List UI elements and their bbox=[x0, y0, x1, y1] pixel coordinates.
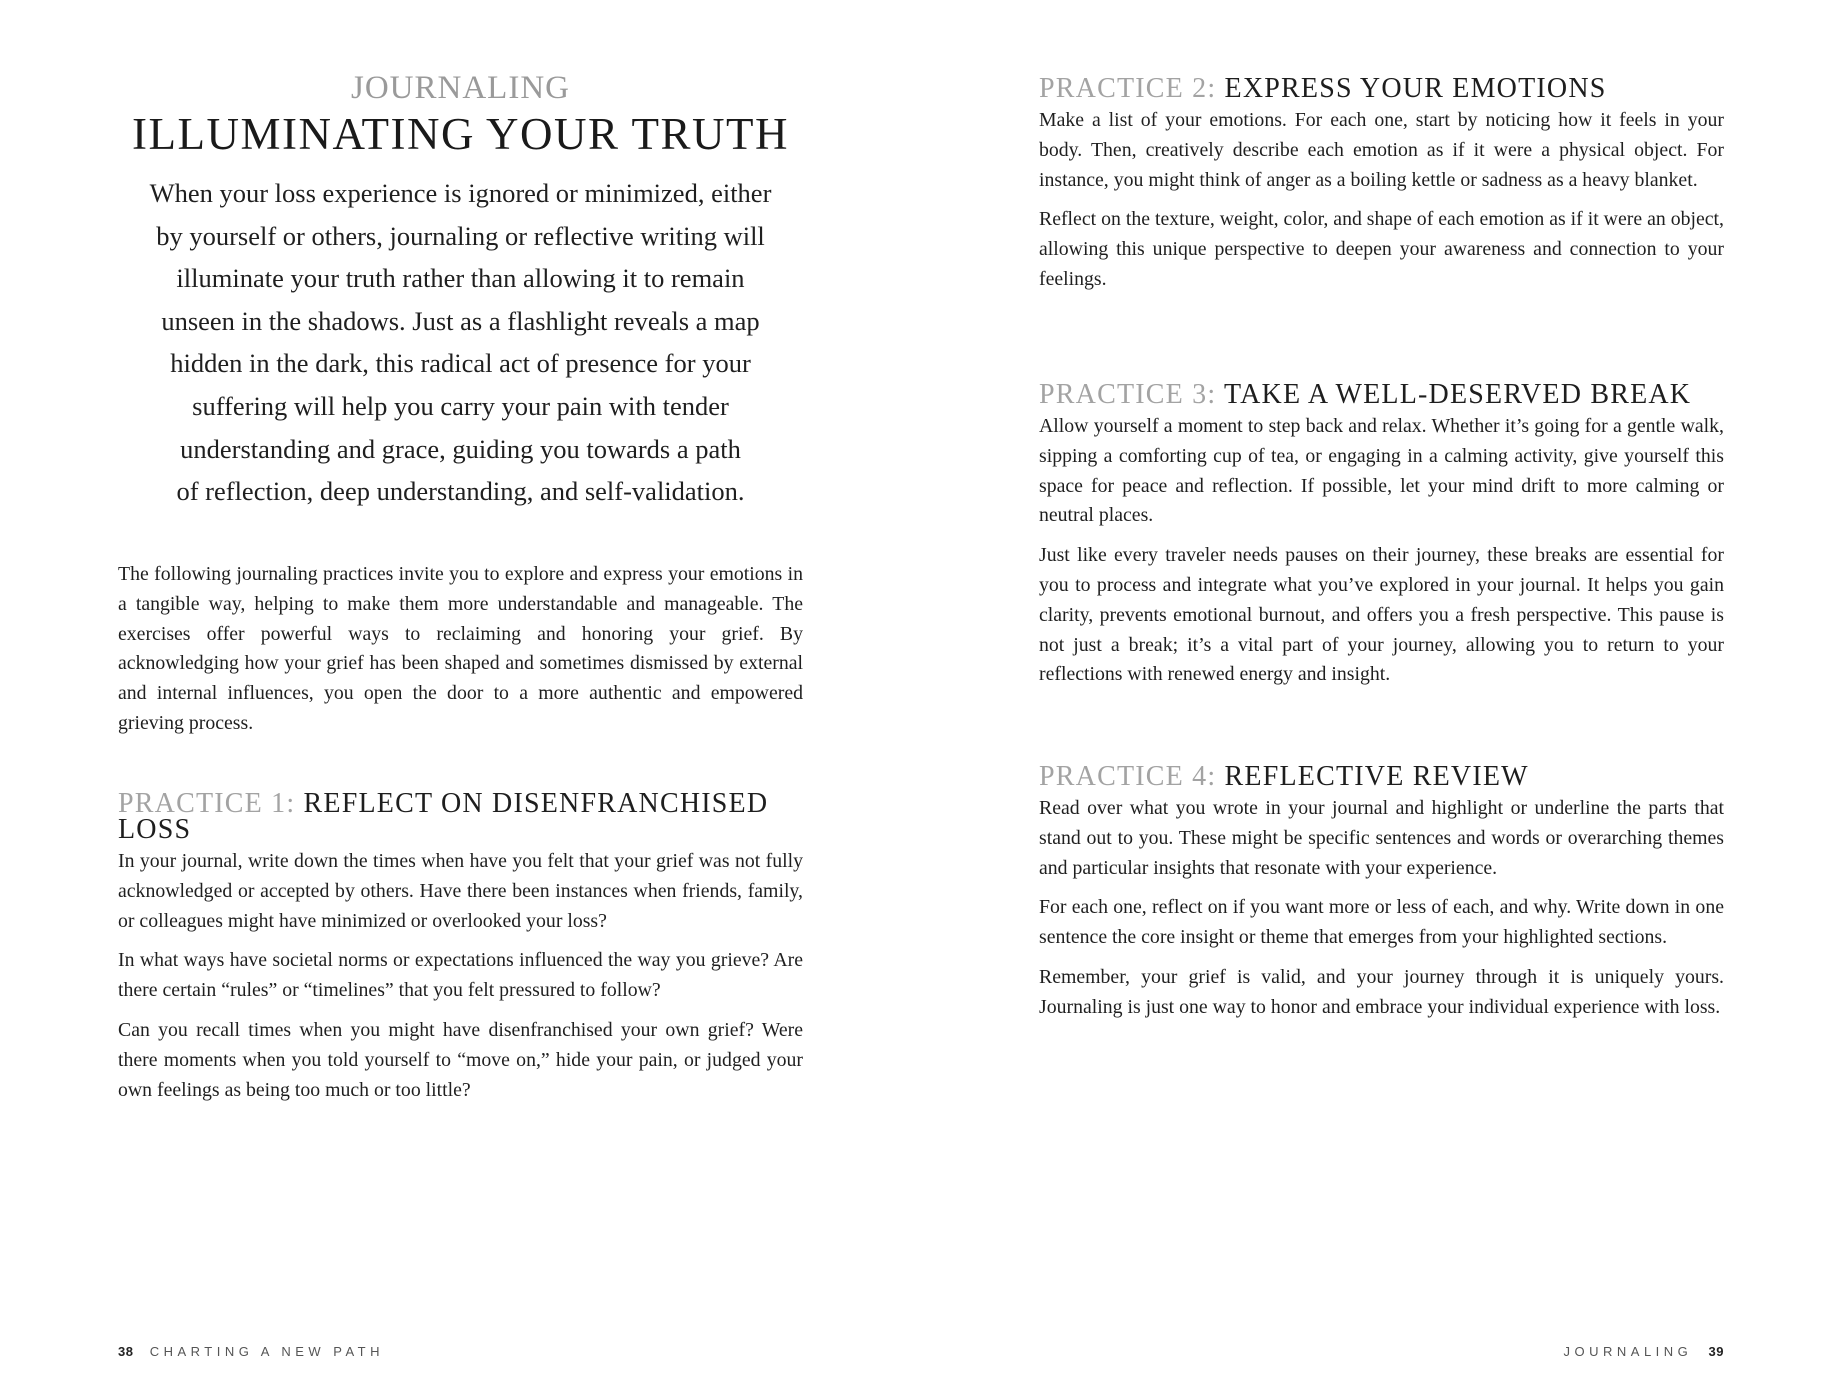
right-footer bbox=[1564, 1344, 1725, 1359]
practice-number: PRACTICE 4: bbox=[1039, 761, 1217, 792]
practice-paragraph: Remember, your grief is valid, and your journey through it is uniquely yours. Journaling is just one way to honor and embrace your individual experience with loss. bbox=[1039, 965, 1724, 1018]
intro-line: illuminate your truth rather than allowing it to remain bbox=[176, 263, 745, 294]
practice-paragraph: Can you recall times when you might have disenfranchised your own grief? Were there moments when you told yourself to “move on,” hide your pain, or judged your own feelings as being too much or too little? bbox=[118, 1018, 803, 1101]
practice-title: REFLECTIVE REVIEW bbox=[1224, 761, 1529, 792]
practice-paragraph: Just like every traveler needs pauses on their journey, these breaks are essential for you to process and integrate what you’ve explored in your journal. It helps you gain clarity, prevents emotional burnout, and offers you a fresh perspective. This pause is not just a break; it’s a vital part of your journey, allowing you to return to your reflections with renewed energy and insight. bbox=[1039, 544, 1724, 686]
running-head: CHARTING A NEW PATH bbox=[149, 1344, 384, 1359]
intro-line: understanding and grace, guiding you towards a path bbox=[180, 433, 741, 464]
practice-number: PRACTICE 3: bbox=[1039, 379, 1217, 410]
right-page bbox=[913, 0, 1826, 1396]
practice-number: PRACTICE 1: bbox=[118, 788, 296, 819]
practice-4-section bbox=[1039, 761, 1724, 1033]
practice-paragraph: Reflect on the texture, weight, color, and shape of each emotion as if it were an object, allowing this unique perspective to deepen your awareness and connection to your feelings. bbox=[1039, 208, 1724, 290]
practice-3-heading bbox=[1039, 379, 1724, 410]
practice-1-section bbox=[118, 788, 803, 1115]
practice-paragraph: In what ways have societal norms or expectations influenced the way you grieve? Are there certain “rules” or “timelines” that you felt pressured to follow? bbox=[118, 949, 803, 1002]
intro-line: by yourself or others, journaling or reflective writing will bbox=[156, 220, 765, 251]
practice-paragraph: Make a list of your emotions. For each one, start by noticing how it feels in your body. Then, creatively describe each emotion as if it were a physical object. For instance, you might think of anger as a boiling kettle or sadness as a heavy blanket. bbox=[1039, 109, 1724, 191]
practice-1-heading bbox=[118, 788, 803, 845]
page-number: 39 bbox=[1708, 1344, 1724, 1359]
section-title: ILLUMINATING YOUR TRUTH bbox=[132, 109, 789, 159]
practice-paragraph: For each one, reflect on if you want more or less of each, and why. Write down in one sentence the core insight or theme that emerges from your highlighted sections. bbox=[1039, 896, 1724, 949]
page-number: 38 bbox=[118, 1344, 134, 1359]
lead-block bbox=[118, 560, 803, 749]
practice-2-heading bbox=[1039, 73, 1724, 104]
practice-title: EXPRESS YOUR EMOTIONS bbox=[1224, 73, 1607, 104]
intro-line: suffering will help you carry your pain with tender bbox=[192, 390, 729, 421]
practice-paragraph: Read over what you wrote in your journal and highlight or underline the parts that stand out to you. These might be specific sentences and words or overarching themes and particular insights that resonate with your experience. bbox=[1039, 797, 1724, 879]
intro-line: unseen in the shadows. Just as a flashlight reveals a map bbox=[161, 305, 760, 336]
section-kicker: JOURNALING bbox=[351, 70, 570, 106]
lead-paragraph: The following journaling practices invite you to explore and express your emotions in a tangible way, helping to make them more understandable and manageable. The exercises offer powerful ways to reclaiming and honoring your grief. By acknowledging how your grief has been shaped and sometimes dismissed by external and internal influences, you open the door to a more authentic and empowered grieving process. bbox=[118, 563, 803, 734]
practice-paragraph: Allow yourself a moment to step back and relax. Whether it’s going for a gentle walk, sipping a comforting cup of tea, or engaging in a calming activity, give yourself this space for peace and reflection. If possible, let your mind drift to more calming or neutral places. bbox=[1039, 415, 1724, 527]
practice-number: PRACTICE 2: bbox=[1039, 73, 1217, 104]
intro-line: of reflection, deep understanding, and self-validation. bbox=[176, 476, 745, 507]
left-footer bbox=[118, 1344, 384, 1359]
running-head: JOURNALING bbox=[1563, 1344, 1693, 1359]
intro-paragraph bbox=[118, 172, 803, 513]
practice-3-section bbox=[1039, 379, 1724, 700]
practice-4-heading bbox=[1039, 761, 1724, 792]
practice-title: TAKE A WELL-DESERVED BREAK bbox=[1224, 379, 1692, 410]
practice-title: REFLECT ON DISENFRANCHISED LOSS bbox=[118, 788, 769, 845]
practice-paragraph: In your journal, write down the times when have you felt that your grief was not fully acknowledged or accepted by others. Have there been instances when friends, family, or colleagues might have minimized or overlooked your loss? bbox=[118, 850, 803, 932]
practice-2-section bbox=[1039, 73, 1724, 305]
intro-line: When your loss experience is ignored or minimized, either bbox=[149, 178, 772, 208]
intro-line: hidden in the dark, this radical act of presence for your bbox=[170, 348, 751, 379]
